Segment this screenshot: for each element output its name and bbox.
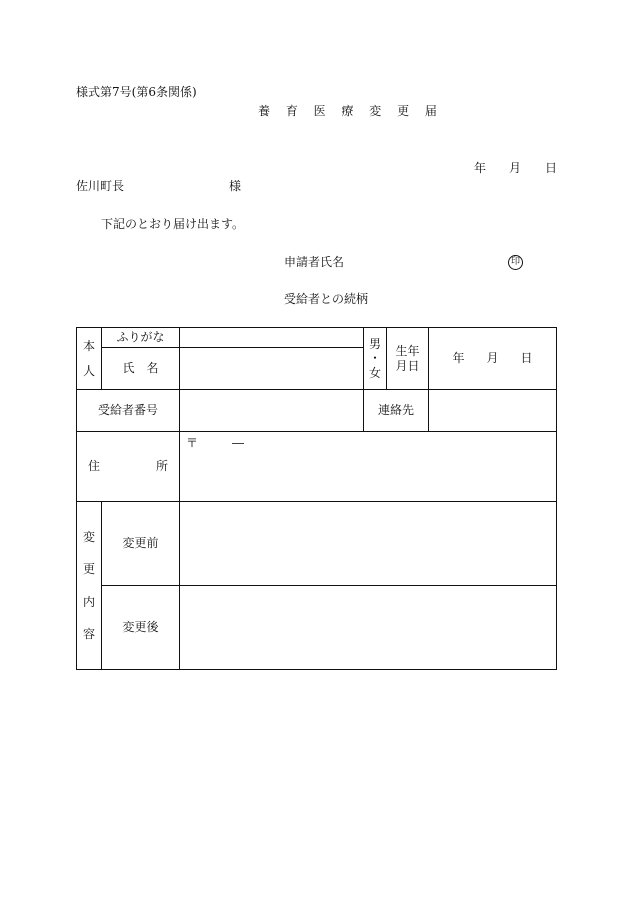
postal-mark: 〒 <box>186 436 199 450</box>
after-change-label: 変更後 <box>102 586 180 670</box>
furigana-label: ふりがな <box>102 328 180 348</box>
change-content-label: 変 更 内 容 <box>77 502 102 670</box>
honorific: 様 <box>229 179 242 193</box>
before-change-label: 変更前 <box>102 502 180 586</box>
applicant-name-label: 申請者氏名 <box>284 255 345 269</box>
before-change-field[interactable] <box>180 502 557 586</box>
furigana-field[interactable] <box>180 328 364 348</box>
contact-field[interactable] <box>429 390 557 432</box>
address-label: 住 所 <box>77 432 180 502</box>
address-field[interactable] <box>180 432 557 502</box>
intro-text: 下記のとおり届け出ます。 <box>101 217 245 231</box>
form-number: 様式第7号(第6条関係) <box>76 85 197 99</box>
recipient-number-field[interactable] <box>180 390 364 432</box>
date-year: 年 <box>474 161 487 175</box>
person-label: 本 人 <box>77 328 102 390</box>
date-day: 日 <box>545 161 558 175</box>
seal-mark: 印 <box>508 255 523 270</box>
contact-label: 連絡先 <box>364 390 429 432</box>
birth-date-field[interactable]: 年 月 日 <box>429 328 557 390</box>
relation-label: 受給者との続柄 <box>284 292 369 306</box>
birth-date-label: 生年 月日 <box>387 328 429 390</box>
name-field[interactable] <box>180 348 364 390</box>
addressee: 佐川町長 <box>76 179 125 193</box>
postal-dash: ― <box>232 436 245 450</box>
name-label: 氏 名 <box>102 348 180 390</box>
recipient-number-label: 受給者番号 <box>77 390 180 432</box>
application-table <box>76 327 557 670</box>
date-month: 月 <box>509 161 522 175</box>
form-title: 養 育 医 療 変 更 届 <box>258 104 443 118</box>
after-change-field[interactable] <box>180 586 557 670</box>
sex-label: 男 ・ 女 <box>364 328 387 390</box>
